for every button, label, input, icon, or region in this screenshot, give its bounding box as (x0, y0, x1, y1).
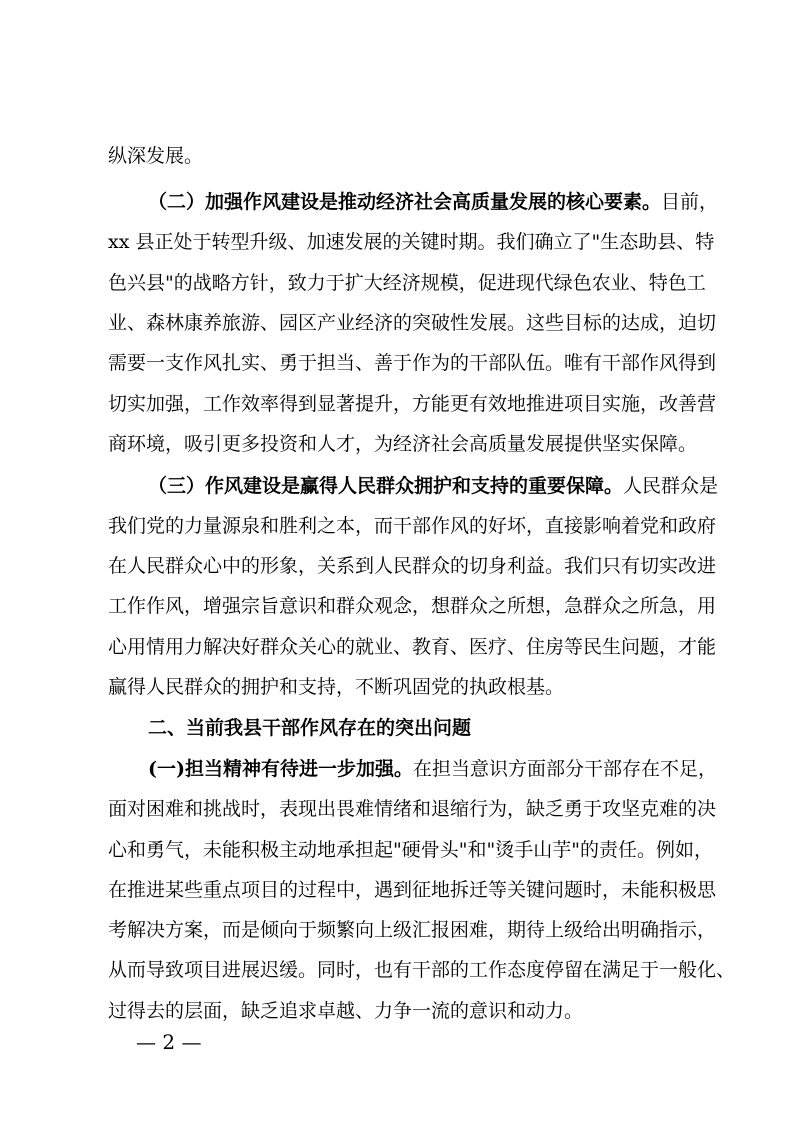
section-2-first-line (148, 182, 719, 222)
problem-1-lead: (一)担当精神有待进一步加强。 (148, 758, 413, 780)
paragraph-continuation-line: 纵深发展。 (108, 145, 204, 167)
problem-1-line: 在推进某些重点项目的过程中，遇到征地拆迁等关键问题时，未能积极思 (108, 879, 717, 901)
problem-1-first-rest: 在担当意识方面部分干部存在不足， (412, 758, 717, 780)
problem-1-line: 过得去的层面，缺乏追求卓越、力争一流的意识和动力。 (108, 1000, 584, 1022)
section-2-line: xx 县正处于转型升级、加速发展的关键时期。我们确立了"生态助县、特 (108, 231, 715, 253)
problem-1-line: 面对困难和挑战时，表现出畏难情绪和退缩行为，缺乏勇于攻坚克难的决 (108, 798, 717, 820)
section-3-line: 心用情用力解决好群众关心的就业、教育、医疗、住房等民生问题，才能 (108, 636, 717, 658)
problem-1-first-line (148, 749, 717, 789)
problem-1-line: 从而导致项目进展迟缓。同时，也有干部的工作态度停留在满足于一般化、 (108, 959, 736, 981)
section-3-first-line (148, 466, 719, 506)
section-2-line: 需要一支作风扎实、勇于担当、善于作为的干部队伍。唯有干部作风得到 (108, 352, 717, 374)
section-2-lead: （二）加强作风建设是推动经济社会高质量发展的核心要素。 (148, 191, 662, 213)
section-2-line: 色兴县"的战略方针，致力于扩大经济规模，促进现代绿色农业、特色工 (108, 272, 706, 294)
section-3-line: 工作作风，增强宗旨意识和群众观念，想群众之所想，急群众之所急，用 (108, 595, 717, 617)
section-3-line: 我们党的力量源泉和胜利之本，而干部作风的好坏，直接影响着党和政府 (108, 515, 717, 537)
page-number: — 2 — (136, 1030, 202, 1054)
section-3-line: 赢得人民群众的拥护和支持，不断巩固党的执政根基。 (108, 676, 565, 698)
section-2-line: 商环境，吸引更多投资和人才，为经济社会高质量发展提供坚实保障。 (108, 433, 698, 455)
problem-1-line: 心和勇气，未能积极主动地承担起"硬骨头"和"烫手山芋"的责任。例如， (108, 839, 713, 861)
problem-1-line: 考解决方案，而是倾向于频繁向上级汇报困难，期待上级给出明确指示， (108, 919, 717, 941)
section-2-first-rest: 目前， (661, 191, 719, 213)
section-heading-two: 二、当前我县干部作风存在的突出问题 (148, 717, 472, 739)
section-3-first-rest: 人民群众是 (623, 475, 719, 497)
section-2-line: 业、森林康养旅游、园区产业经济的突破性发展。这些目标的达成，迫切 (108, 312, 717, 334)
section-3-line: 在人民群众心中的形象，关系到人民群众的切身利益。我们只有切实改进 (108, 555, 717, 577)
section-3-lead: （三）作风建设是赢得人民群众拥护和支持的重要保障。 (148, 475, 624, 497)
section-2-line: 切实加强，工作效率得到显著提升，方能更有效地推进项目实施，改善营 (108, 393, 717, 415)
